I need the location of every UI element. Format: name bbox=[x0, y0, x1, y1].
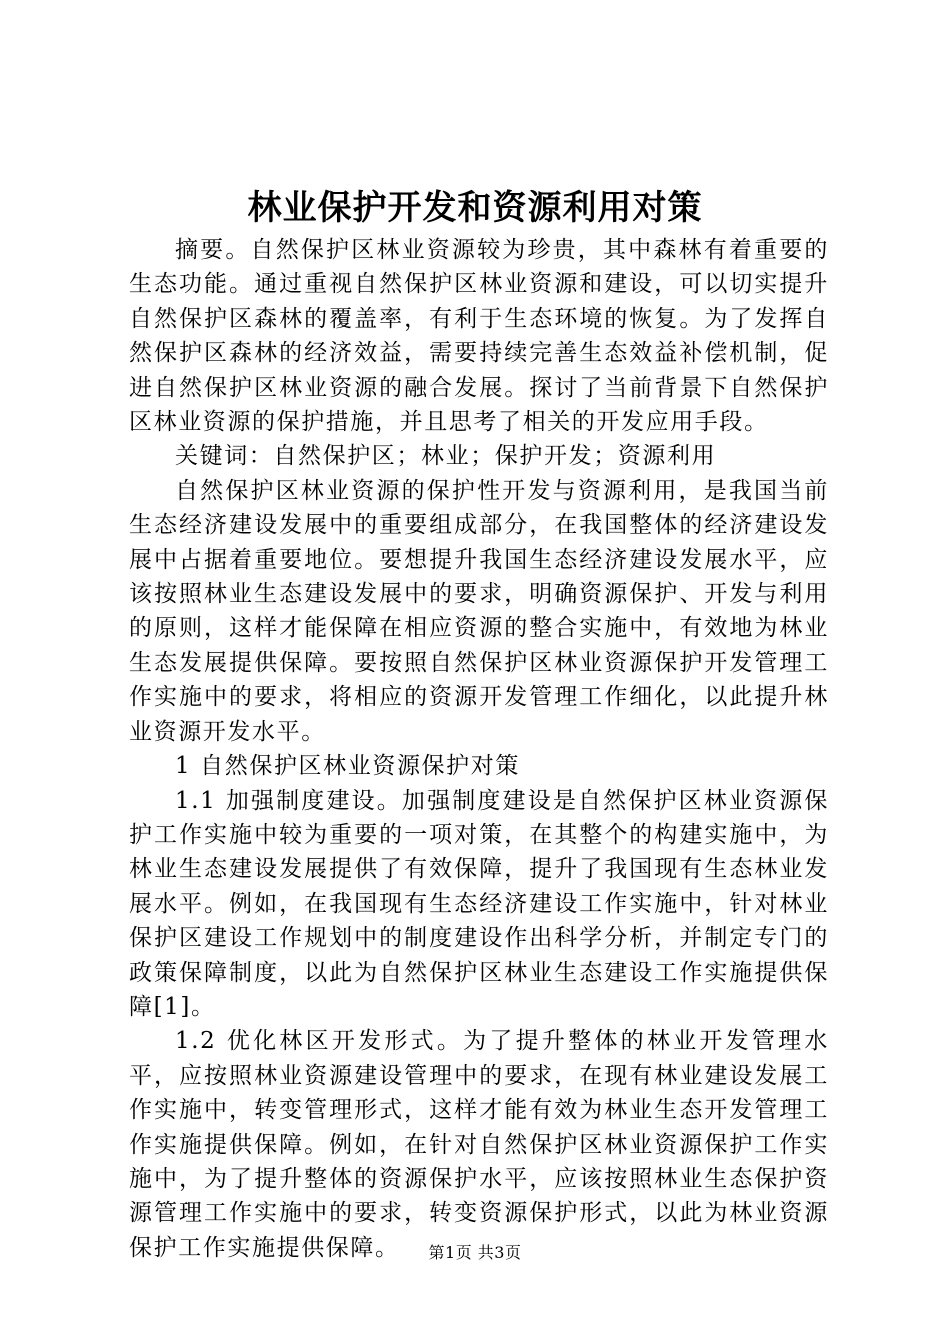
keywords-paragraph: 关键词：自然保护区；林业；保护开发；资源利用 bbox=[175, 443, 717, 470]
intro-paragraph: 自然保护区林业资源的保护性开发与资源利用，是我国当前生态经济建设发展中的重要组成部分，在我国整体的经济建设发展中占据着重要地位。要想提升我国生态经济建设发展水平，应该按照林业生态建设发展中的要求，明确资源保护、开发与利用的原则，这样才能保障在相应资源的整合实施中，有效地为林业生态发展提供保障。要按照自然保护区林业资源保护开发管理工作实施中的要求，将相应的资源开发管理工作细化，以此提升林业资源开发水平。 bbox=[129, 477, 829, 745]
section-heading-1: 1 自然保护区林业资源保护对策 bbox=[175, 753, 520, 780]
subsection-1-1-paragraph: 1.1 加强制度建设。加强制度建设是自然保护区林业资源保护工作实施中较为重要的一项对策，在其整个的构建实施中，为林业生态建设发展提供了有效保障，提升了我国现有生态林业发展水平。例如，在我国现有生态经济建设工作实施中，针对林业保护区建设工作规划中的制度建设作出科学分析，并制定专门的政策保障制度，以此为自然保护区林业生态建设工作实施提供保障[1]。 bbox=[129, 787, 829, 1020]
abstract-paragraph: 摘要。自然保护区林业资源较为珍贵，其中森林有着重要的生态功能。通过重视自然保护区林业资源和建设，可以切实提升自然保护区森林的覆盖率，有利于生态环境的恢复。为了发挥自然保护区森林的经济效益，需要持续完善生态效益补偿机制，促进自然保护区林业资源的融合发展。探讨了当前背景下自然保护区林业资源的保护措施，并且思考了相关的开发应用手段。 bbox=[129, 237, 829, 436]
document-body bbox=[129, 233, 829, 1265]
subsection-1-2-paragraph: 1.2 优化林区开发形式。为了提升整体的林业开发管理水平，应按照林业资源建设管理中的要求，在现有林业建设发展工作实施中，转变管理形式，这样才能有效为林业生态开发管理工作实施提供保障。例如，在针对自然保护区林业资源保护工作实施中，为了提升整体的资源保护水平，应该按照林业生态保护资源管理工作实施中的要求，转变资源保护形式，以此为林业资源保护工作实施提供保障。 bbox=[129, 1028, 829, 1261]
page-footer: 第1页 共3页 bbox=[428, 1243, 522, 1262]
document-title: 林业保护开发和资源利用对策 bbox=[247, 188, 703, 228]
